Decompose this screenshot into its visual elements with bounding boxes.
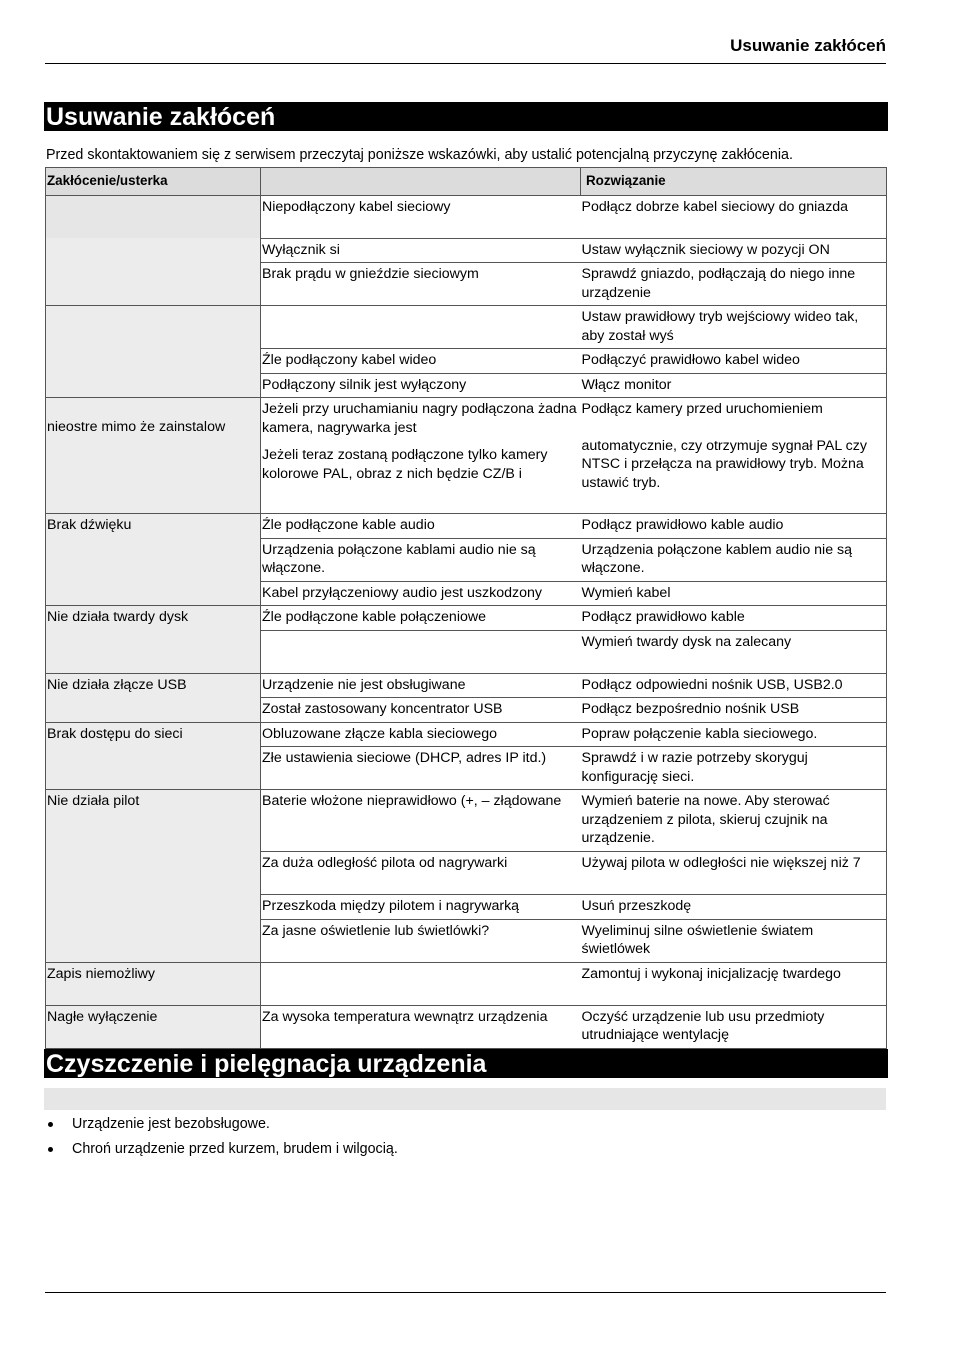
solution-cell: Oczyść urządzenie lub usu przedmioty utrudniające wentylację <box>581 1005 887 1048</box>
problem-cell: Brak dostępu do sieci <box>46 722 261 790</box>
cause-text: Jeżeli teraz zostaną podłączone tylko kamery kolorowe PAL, obraz z nich będzie CZ/B i <box>262 447 548 482</box>
solution-text: Podłącz kamery przed uruchomieniem <box>581 401 823 417</box>
solution-cell: Zamontuj i wykonaj inicjalizację twardego <box>581 962 887 1005</box>
header-solution: Rozwiązanie <box>581 168 887 196</box>
problem-cell <box>46 398 261 514</box>
solution-cell: Używaj pilota w odległości nie większej niż 7 <box>581 852 887 895</box>
table-row <box>46 606 887 631</box>
solution-cell: Urządzenia połączone kablem audio nie są włączone. <box>581 538 887 581</box>
solution-cell: Włącz monitor <box>581 373 887 398</box>
problem-cell <box>46 195 261 306</box>
cause-cell: Został zastosowany koncentrator USB <box>261 698 581 723</box>
list-item: Chroń urządzenie przed kurzem, brudem i wilgocią. <box>45 1139 398 1164</box>
cause-cell: Przeszkoda między pilotem i nagrywarką <box>261 895 581 920</box>
solution-cell: Wymień kabel <box>581 581 887 606</box>
table-header-row <box>46 168 887 196</box>
care-list <box>45 1114 398 1164</box>
problem-cell <box>46 306 261 398</box>
cause-cell: Urządzenia połączone kablami audio nie są włączone. <box>261 538 581 581</box>
table-row <box>46 398 887 514</box>
table-row <box>46 673 887 698</box>
cause-cell: Źle podłączone kable połączeniowe <box>261 606 581 631</box>
problem-cell: Nie działa złącze USB <box>46 673 261 722</box>
cause-cell: Brak prądu w gnieździe sieciowym <box>261 263 581 306</box>
cause-cell <box>261 962 581 1005</box>
table-row <box>46 514 887 539</box>
cause-cell: Źle podłączone kable audio <box>261 514 581 539</box>
cause-cell: Niepodłączony kabel sieciowy <box>261 195 581 238</box>
cause-cell: Źle podłączony kabel wideo <box>261 349 581 374</box>
solution-cell: Podłącz odpowiedni nośnik USB, USB2.0 <box>581 673 887 698</box>
cause-cell: Za duża odległość pilota od nagrywarki <box>261 852 581 895</box>
subheading-bar <box>44 1088 886 1110</box>
table-row <box>46 195 887 238</box>
solution-cell: Podłącz bezpośrednio nośnik USB <box>581 698 887 723</box>
table-row <box>46 722 887 747</box>
problem-cell: Brak dźwięku <box>46 514 261 606</box>
table-row <box>46 790 887 852</box>
cause-cell <box>261 398 581 514</box>
solution-text: automatycznie, czy otrzymuje sygnał PAL czy NTSC i przełącza na prawidłowy tryb. Można ustawić tryb. <box>581 437 867 491</box>
solution-cell: Sprawdź i w razie potrzeby skoryguj konfigurację sieci. <box>581 747 887 790</box>
solution-cell: Wymień baterie na nowe. Aby sterować urządzeniem z pilota, skieruj czujnik na urządzenie. <box>581 790 887 852</box>
list-item: Urządzenie jest bezobsługowe. <box>45 1114 398 1139</box>
solution-cell: Ustaw wyłącznik sieciowy w pozycji ON <box>581 238 887 263</box>
table-row <box>46 1005 887 1048</box>
cause-cell <box>261 630 581 673</box>
solution-cell: Sprawdź gniazdo, podłączają do niego inne urządzenie <box>581 263 887 306</box>
cause-cell: Podłączony silnik jest wyłączony <box>261 373 581 398</box>
cause-cell: Za jasne oświetlenie lub świetlówki? <box>261 919 581 962</box>
cause-cell: Urządzenie nie jest obsługiwane <box>261 673 581 698</box>
troubleshooting-table <box>45 167 887 1049</box>
cause-cell: Baterie włożone nieprawidłowo (+, – złądowane <box>261 790 581 852</box>
section-title-cleaning: Czyszczenie i pielęgnacja urządzenia <box>44 1049 888 1078</box>
cause-cell: Złe ustawienia sieciowe (DHCP, adres IP itd.) <box>261 747 581 790</box>
solution-cell: Popraw połączenie kabla sieciowego. <box>581 722 887 747</box>
problem-cell: Zapis niemożliwy <box>46 962 261 1005</box>
header-problem: Zakłócenie/usterka <box>46 168 261 196</box>
intro-paragraph: Przed skontaktowaniem się z serwisem przeczytaj poniższe wskazówki, aby ustalić potencjalną przyczynę zakłócenia. <box>46 147 793 163</box>
problem-cell: Nie działa twardy dysk <box>46 606 261 674</box>
cause-cell: Kabel przyłączeniowy audio jest uszkodzony <box>261 581 581 606</box>
solution-cell: Podłącz prawidłowo kable audio <box>581 514 887 539</box>
problem-text <box>46 196 260 238</box>
solution-cell: Usuń przeszkodę <box>581 895 887 920</box>
solution-cell: Podłącz prawidłowo kable <box>581 606 887 631</box>
problem-text: nieostre mimo że zainstalow <box>47 419 226 435</box>
cause-text: Jeżeli przy uruchamianiu nagry podłączona żadna kamera, nagrywarka jest <box>262 401 577 436</box>
cause-cell: Obluzowane złącze kabla sieciowego <box>261 722 581 747</box>
solution-cell: Wymień twardy dysk na zalecany <box>581 630 887 673</box>
table-row <box>46 962 887 1005</box>
solution-cell: Podłączyć prawidłowo kabel wideo <box>581 349 887 374</box>
solution-cell: Podłącz dobrze kabel sieciowy do gniazda <box>581 195 887 238</box>
footer-rule <box>45 1292 886 1293</box>
cause-cell <box>261 306 581 349</box>
running-header: Usuwanie zakłóceń <box>45 36 886 64</box>
header-cause <box>261 168 581 196</box>
problem-cell: Nagłe wyłączenie <box>46 1005 261 1048</box>
cause-cell: Wyłącznik si <box>261 238 581 263</box>
problem-cell: Nie działa pilot <box>46 790 261 963</box>
section-title-troubleshooting: Usuwanie zakłóceń <box>44 102 888 131</box>
table-row <box>46 306 887 349</box>
solution-cell <box>581 398 887 514</box>
cause-cell: Za wysoka temperatura wewnątrz urządzenia <box>261 1005 581 1048</box>
solution-cell: Wyeliminuj silne oświetlenie światem świetlówek <box>581 919 887 962</box>
solution-cell: Ustaw prawidłowy tryb wejściowy wideo tak, aby został wyś <box>581 306 887 349</box>
